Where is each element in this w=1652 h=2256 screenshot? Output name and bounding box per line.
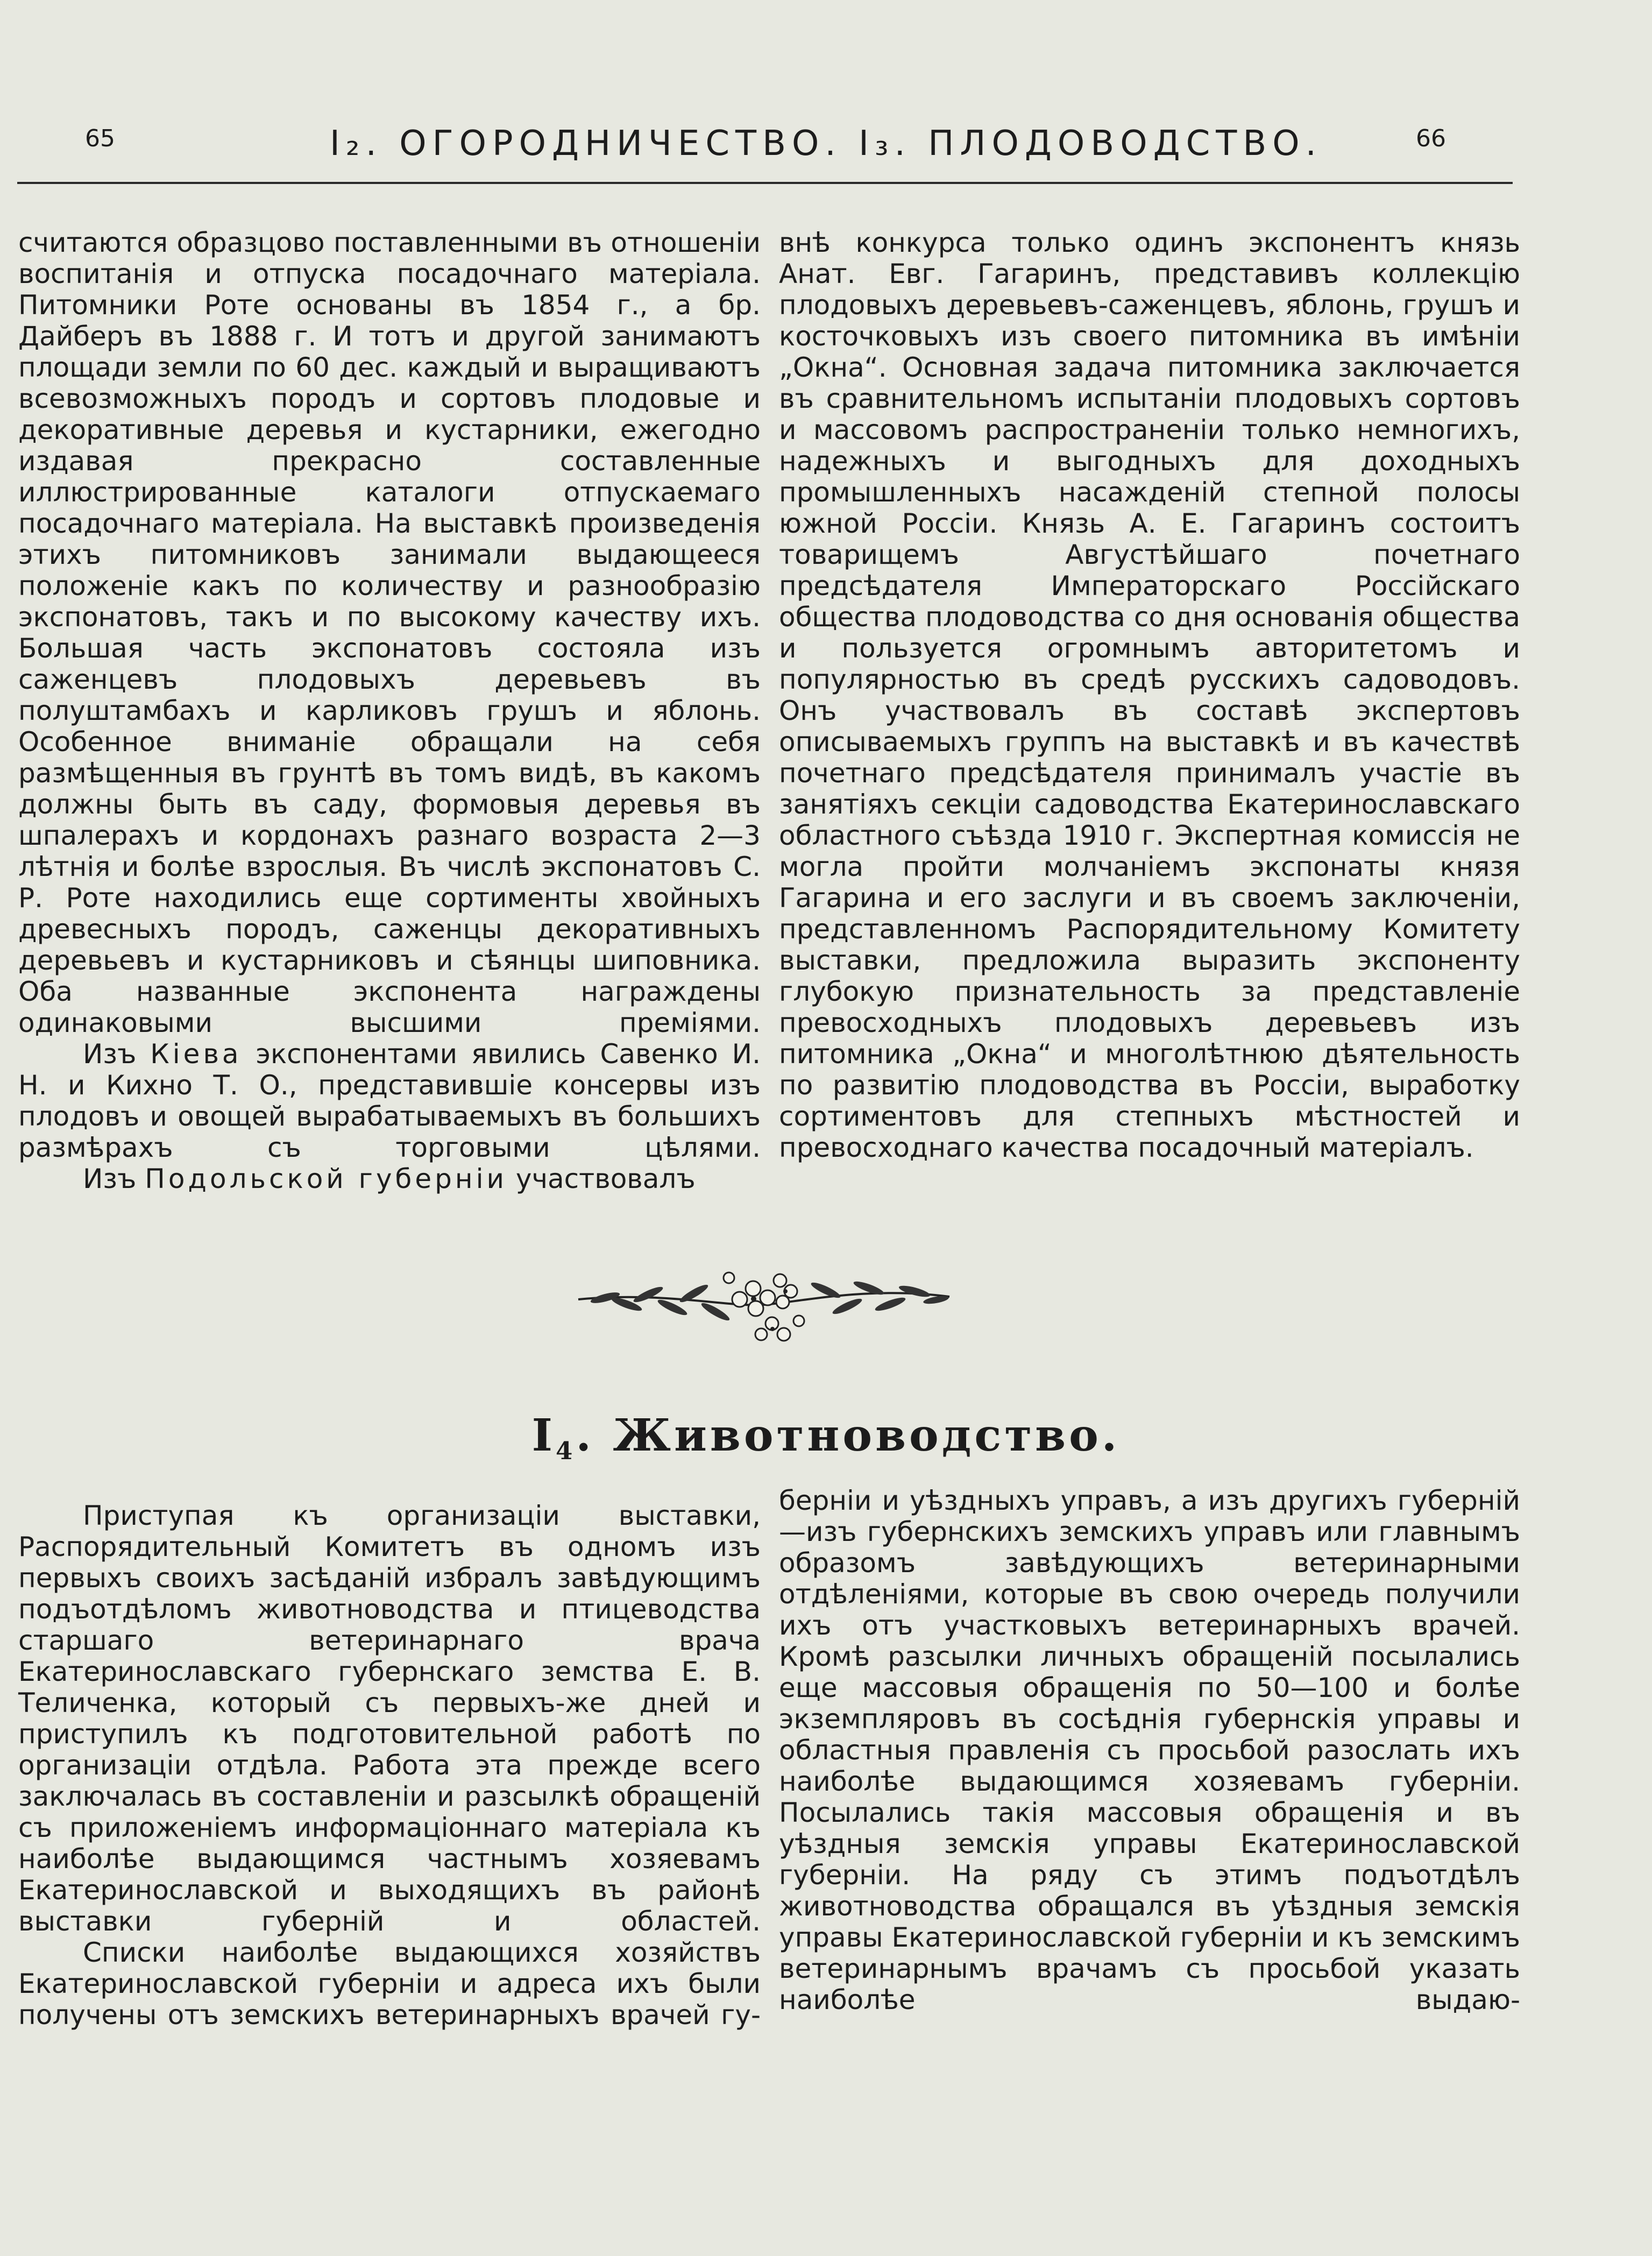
- lower-right-column: [779, 1485, 1520, 2015]
- lower-left-column: [18, 1500, 761, 2031]
- place-name: Кіева: [150, 1038, 242, 1070]
- header-rule: [17, 182, 1513, 184]
- paragraph: внѣ конкурса только одинъ экспонентъ князь Анат. Евг. Гагаринъ, представивъ коллекцію плодовыхъ деревьевъ-саженцевъ, яблонь, грушъ и косточковыхъ изъ своего питомника въ имѣніи „Окна“. Основная задача питомника заключается въ сравнительномъ испытаніи плодовыхъ сортовъ и массовомъ распространеніи только немногихъ, надежныхъ и выгодныхъ для доходныхъ промышленныхъ насажденій степной полосы южной Россіи. Князь А. Е. Гагаринъ состоитъ товарищемъ Августѣйшаго почетнаго предсѣдателя Императорскаго Россійскаго общества плодоводства со дня основанія общества и пользуется огромнымъ авторитетомъ и популярностью въ средѣ русскихъ садоводовъ. Онъ участвовалъ въ составѣ экспертовъ описываемыхъ группъ на выставкѣ и въ качествѣ почетнаго предсѣдателя принималъ участіе въ занятіяхъ секціи садоводства Екатеринославскаго областного съѣзда 1910 г. Экспертная комиссія не могла пройти молчаніемъ экспонаты князя Гагарина и его заслуги и въ своемъ заключеніи, представленномъ Распорядительному Комитету выставки, предложила выразить экспоненту глубокую признательность за представленіе превосходныхъ плодовыхъ деревьевъ изъ питомника „Окна“ и многолѣтнюю дѣятельность по развитію плодоводства въ Россіи, выработку сортиментовъ для степныхъ мѣстностей и превосходнаго качества посадочный матеріалъ.: [779, 227, 1520, 1163]
- page-number-right: 66: [1416, 125, 1446, 152]
- paragraph: берніи и уѣздныхъ управъ, а изъ другихъ губерній—изъ губернскихъ земскихъ управъ или главнымъ образомъ завѣдующихъ ветеринарными отдѣленіями, которые въ свою очередь получили ихъ отъ участковыхъ ветеринарныхъ врачей. Кромѣ разсылки личныхъ обращеній посылались еще массовыя обращенія по 50—100 и болѣе экземпляровъ въ сосѣднія губернскія управы и областныя правленія съ просьбой разослать ихъ наиболѣе выдающимся хозяевамъ губерніи. Посылались такія массовыя обращенія и въ уѣздныя земскія управы Екатеринославской губерніи. На ряду съ этимъ подъотдѣлъ животноводства обращался въ уѣздныя земскія управы Екатеринославской губерніи и къ земскимъ ветеринарнымъ врачамъ съ просьбой указать наиболѣе выдаю-: [779, 1485, 1520, 2015]
- paragraph: Изъ Кіева экспонентами явились Савенко И. Н. и Кихно Т. О., представившіе консервы изъ плодовъ и овощей вырабатываемыхъ въ большихъ размѣрахъ съ торговыми цѣлями.: [18, 1038, 761, 1163]
- floral-ornament: [568, 1248, 960, 1361]
- upper-right-column: [779, 227, 1520, 1163]
- running-head: I₂. ОГОРОДНИЧЕСТВО. I₃. ПЛОДОВОДСТВО.: [330, 124, 1322, 164]
- section-title: $I_4$. Животноводство.: [531, 1410, 1121, 1465]
- place-name: Подольской губерніи: [145, 1163, 507, 1194]
- paragraph: считаются образцово поставленными въ отношеніи воспитанія и отпуска посадочнаго матеріала. Питомники Роте основаны въ 1854 г., а бр. Дайберъ въ 1888 г. И тотъ и другой занимаютъ площади земли по 60 дес. каждый и выращиваютъ всевозможныхъ породъ и сортовъ плодовые и декоративные деревья и кустарники, ежегодно издавая прекрасно составленные иллюстрированные каталоги отпускаемаго посадочнаго матеріала. На выставкѣ произведенія этихъ питомниковъ занимали выдающееся положеніе какъ по количеству и разнообразію экспонатовъ, такъ и по высокому качеству ихъ. Большая часть экспонатовъ состояла изъ саженцевъ плодовыхъ деревьевъ въ полуштамбахъ и карликовъ грушъ и яблонь. Особенное вниманіе обращали на себя размѣщенныя въ грунтѣ въ томъ видѣ, въ какомъ должны быть въ саду, формовыя деревья въ шпалерахъ и кордонахъ разнаго возраста 2—3 лѣтнія и болѣе взрослыя. Въ числѣ экспонатовъ С. Р. Роте находились еще сортименты хвойныхъ древесныхъ породъ, саженцы декоративныхъ деревьевъ и кустарниковъ и сѣянцы шиповника. Оба названные экспонента награждены одинаковыми высшими преміями.: [18, 227, 761, 1038]
- paragraph: Приступая къ организаціи выставки, Распорядительный Комитетъ въ одномъ изъ первыхъ своихъ засѣданій избралъ завѣдующимъ подъотдѣломъ животноводства и птицеводства старшаго ветеринарнаго врача Екатеринославскаго губернскаго земства Е. В. Теличенка, который съ первыхъ-же дней и приступилъ къ подготовительной работѣ по организаціи отдѣла. Работа эта прежде всего заключалась въ составленіи и разсылкѣ обращеній съ приложеніемъ информаціоннаго матеріала къ наиболѣе выдающимся частнымъ хозяевамъ Екатеринославской и выходящихъ въ районѣ выставки губерній и областей.: [18, 1500, 761, 1937]
- paragraph: Списки наиболѣе выдающихся хозяйствъ Екатеринославской губерніи и адреса ихъ были получены отъ земскихъ ветеринарныхъ врачей гу-: [18, 1937, 761, 2031]
- paragraph: Изъ Подольской губерніи участвовалъ: [83, 1163, 696, 1194]
- upper-left-column: [18, 227, 761, 1194]
- page-number-left: 65: [85, 125, 115, 152]
